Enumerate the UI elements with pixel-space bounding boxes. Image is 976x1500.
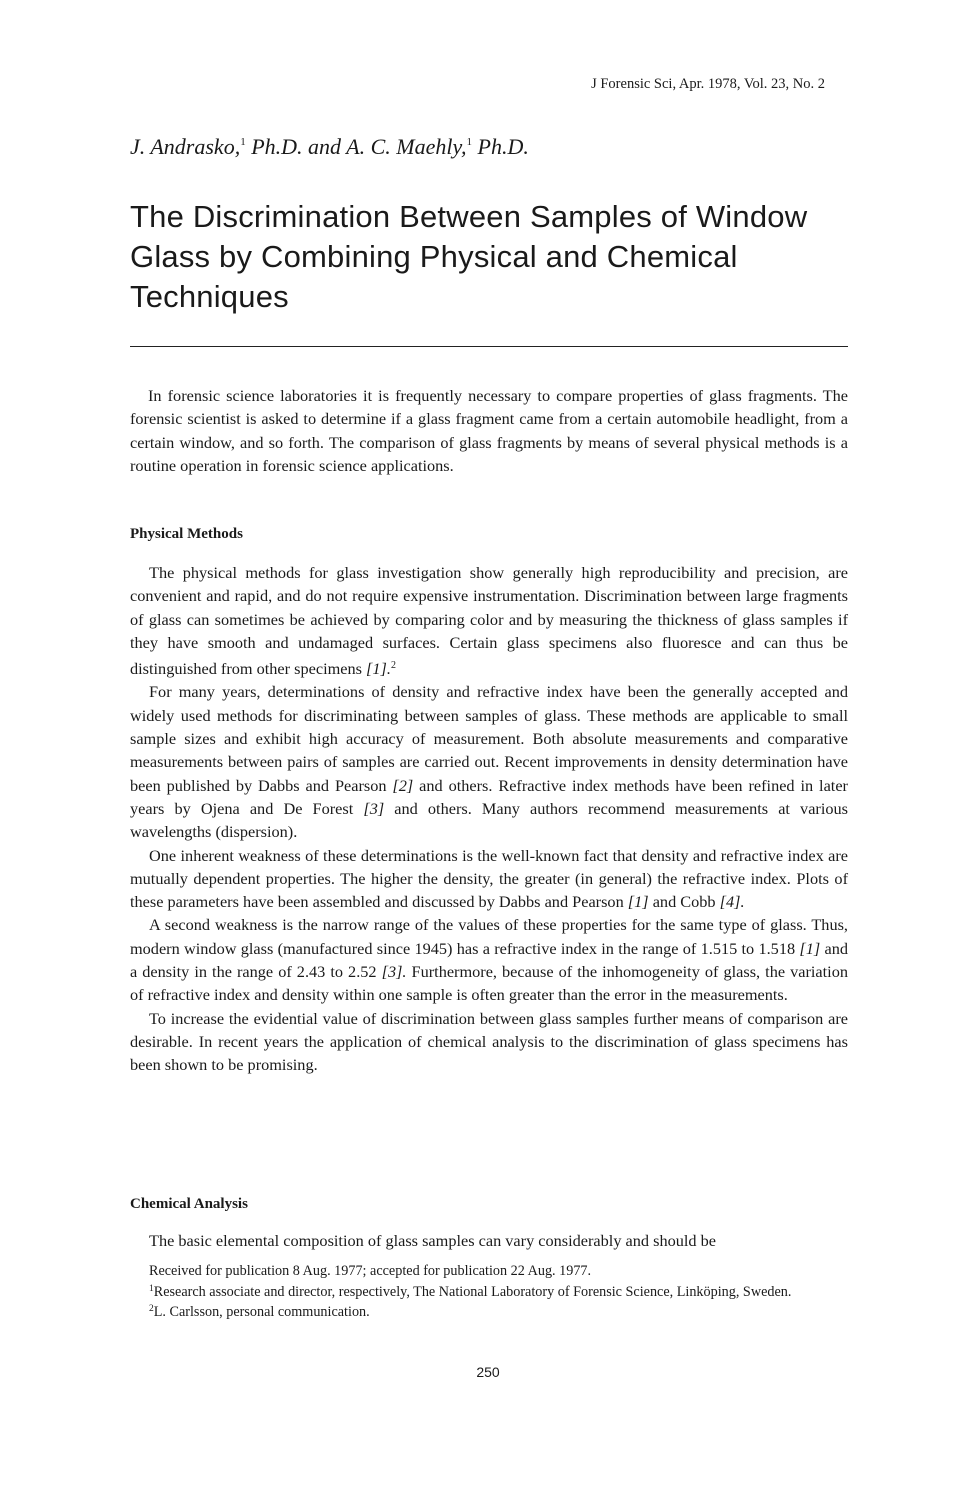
physical-paragraph-4: [130, 913, 848, 1006]
title-line-2: Glass by Combining Physical and Chemical: [130, 239, 738, 274]
physical-paragraph-2: [130, 680, 848, 843]
reference-citation: [1].: [366, 659, 391, 679]
introduction-section: [130, 384, 848, 477]
reference-citation: [3].: [381, 962, 407, 982]
chemical-analysis-heading: Chemical Analysis: [130, 1196, 248, 1212]
physical-paragraph-2-text-c: and others. Many authors recommend measurements at various wavelengths (dispersion).: [130, 798, 848, 842]
intro-paragraph: In forensic science laboratories it is frequently necessary to compare properties of glass fragments. The forensic scientist is asked to determine if a glass fragment came from a certain automobile headlight, from a certain window, and so forth. The comparison of glass fragments by means of several physical methods is a routine operation in forensic science applications.: [130, 386, 848, 475]
physical-paragraph-1-text: The physical methods for glass investigation show generally high reproducibility and precision, are convenient and rapid, and do not require expensive instrumentation. Discrimination between large fragments of glass can sometimes be achieved by comparing color and by measuring the thickness of glass samples if they have smooth and undamaged surfaces. Certain glass specimens also fluoresce and can thus be distinguished from other specimens: [130, 563, 848, 679]
physical-methods-heading: Physical Methods: [130, 526, 243, 542]
received-note: Received for publication 8 Aug. 1977; accepted for publication 22 Aug. 1977.: [149, 1263, 592, 1279]
physical-paragraph-2-text-a: For many years, determinations of density and refractive index have been the generally accepted and widely used methods for discriminating between samples of glass. These methods are applicable to small sample sizes and exhibit high accuracy of measurement. Both absolute measurements and comparative measurements between pairs of samples are carried out. Recent improvements in density determination have been published by Dabbs and Pearson: [130, 682, 848, 795]
physical-paragraph-3-text-a: One inherent weakness of these determinations is the well-known fact that density and refractive index are mutually dependent properties. The higher the density, the greater (in general) the refractive index. Plots of these parameters have been assembled and discussed by Dabbs and Pearson: [130, 845, 848, 912]
physical-paragraph-4-text-a: A second weakness is the narrow range of the values of these properties for the same type of glass. Thus, modern window glass (manufactured since 1945) has a refractive index in the range of 1.515 to 1.518: [130, 915, 848, 958]
author-1-name: J. Andrasko,: [130, 134, 241, 159]
physical-paragraph-5: To increase the evidential value of discrimination between glass samples further means of comparison are desirable. In recent years the application of chemical analysis to the discrimination of glass specimens has been shown to be promising.: [130, 1008, 848, 1075]
footnote-2-mark: 2: [149, 1304, 154, 1315]
title-divider: [130, 346, 848, 347]
physical-paragraph-4-text-b: and a density in the range of 2.43 to 2.52: [130, 938, 849, 982]
title-line-1: The Discrimination Between Samples of Window: [130, 199, 808, 234]
physical-paragraph-1: [130, 561, 848, 680]
footnote-1: [130, 1281, 848, 1302]
chemical-analysis-section: [130, 1229, 848, 1252]
footnote-mark: 2: [390, 660, 396, 672]
author-2-name: A. C. Maehly,: [346, 134, 467, 159]
author-line: [130, 134, 529, 160]
article-title: [130, 197, 850, 317]
footnote-1-text: Research associate and director, respectively, The National Laboratory of Forensic Science, Linköping, Sweden.: [153, 1283, 792, 1300]
footnote-2: [130, 1301, 848, 1322]
footnote-1-mark: 1: [149, 1283, 154, 1294]
footnote-2-text: L. Carlsson, personal communication.: [153, 1304, 370, 1321]
physical-paragraph-4-text-c: Furthermore, because of the inhomogeneity of glass, the variation of refractive index and density within one sample is often greater than the error in the measurements.: [130, 962, 848, 1005]
title-line-3: Techniques: [130, 279, 289, 314]
physical-paragraph-3-text-b: and Cobb: [652, 892, 716, 912]
author-1-footnote-mark: 1: [240, 136, 246, 148]
page-number: 250: [476, 1364, 500, 1380]
reference-citation: [1]: [627, 892, 649, 912]
physical-paragraph-2-text-b: and others. Refractive index methods have been refined in later years by Ojena and De Forest: [130, 775, 848, 818]
chemical-paragraph-1: The basic elemental composition of glass samples can vary considerably and should be: [149, 1231, 716, 1250]
reference-citation: [1]: [799, 938, 821, 958]
reference-citation: [4].: [719, 892, 745, 912]
author-2-degree: Ph.D.: [477, 134, 529, 159]
physical-methods-section: [130, 561, 848, 1077]
reference-citation: [2]: [392, 775, 414, 795]
physical-paragraph-3: [130, 844, 848, 914]
journal-citation: J Forensic Sci, Apr. 1978, Vol. 23, No. 2: [591, 76, 825, 92]
reference-citation: [3]: [363, 798, 385, 818]
author-2-footnote-mark: 1: [466, 136, 473, 148]
footnotes: [130, 1263, 848, 1322]
author-1-degree: Ph.D. and: [251, 134, 342, 159]
